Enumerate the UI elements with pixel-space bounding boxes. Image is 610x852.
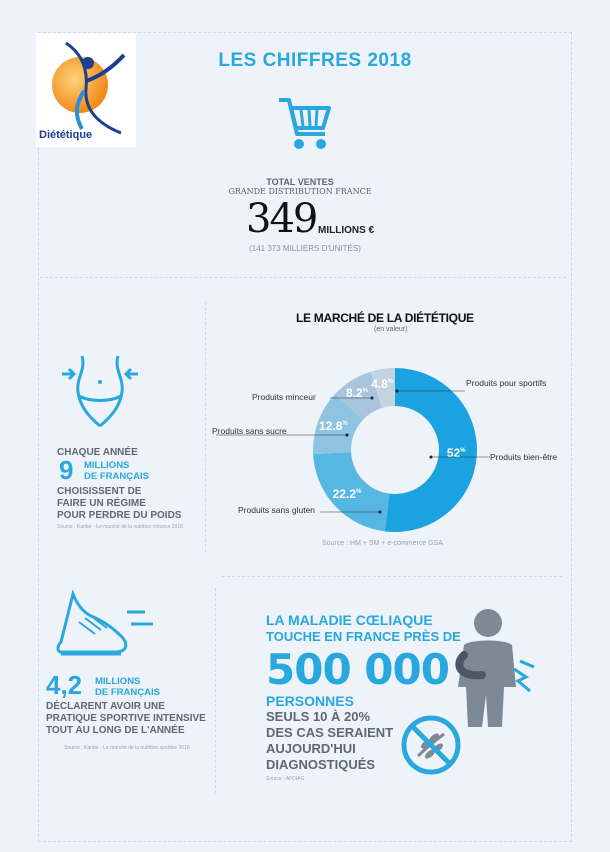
chart-label-sans-gluten: Produits sans gluten	[238, 505, 316, 515]
diet-de-francais: DE FRANÇAIS	[84, 471, 149, 482]
diet-line1: CHAQUE ANNÉE	[57, 447, 138, 458]
celiac-line7: DIAGNOSTIQUÉS	[266, 757, 376, 772]
diet-line3: CHOISISSENT DE	[57, 486, 142, 497]
celiac-line6: AUJOURD'HUI	[266, 741, 356, 756]
donut-value-label-4: 4.8%	[371, 376, 394, 391]
sport-number: 4,2	[46, 670, 83, 700]
celiac-number: 500 000	[266, 645, 449, 694]
celiac-line5: DES CAS SERAIENT	[266, 725, 394, 740]
celiac-line1: LA MALADIE CŒLIAQUE	[266, 612, 433, 628]
page-title: LES CHIFFRES 2018	[218, 50, 412, 71]
chart-title: LE MARCHÉ DE LA DIÉTÉTIQUE	[296, 311, 474, 325]
separator-right	[222, 576, 562, 577]
chart-label-sportifs: Produits pour sportifs	[466, 378, 547, 388]
separator-vertical-2	[215, 588, 216, 793]
logo-label: Diététique	[39, 129, 93, 141]
donut-value-label-3: 8.2%	[345, 386, 369, 401]
sales-label-line1: TOTAL VENTES	[266, 177, 334, 187]
diet-millions: MILLIONS	[84, 460, 130, 471]
separator-top	[40, 277, 566, 278]
chart-label-minceur: Produits minceur	[252, 392, 316, 402]
celiac-line2: TOUCHE EN FRANCE PRÈS DE	[266, 629, 461, 644]
diet-number: 9	[59, 455, 74, 485]
diet-line5: POUR PERDRE DU POIDS	[57, 510, 182, 521]
sales-value: 349	[246, 196, 317, 242]
chart-label-bien-etre: Produits bien-être	[490, 452, 558, 462]
sales-detail: (141 373 MILLIERS D'UNITÉS)	[249, 244, 361, 253]
chart-label-sans-sucre: Produits sans sucre	[212, 426, 287, 436]
donut-value-label-0: 52%	[446, 446, 466, 461]
celiac-line4: SEULS 10 À 20%	[266, 709, 371, 724]
sport-de-francais: DE FRANÇAIS	[95, 687, 160, 698]
celiac-source: Source : AFDIAG	[266, 776, 305, 782]
no-gluten-icon	[398, 712, 464, 778]
donut-value-label-1: 22.2%	[332, 486, 362, 501]
donut-value-label-2: 12.8%	[319, 419, 348, 434]
sport-line3: DÉCLARENT AVOIR UNE	[46, 701, 165, 712]
celiac-line3: PERSONNES	[266, 693, 354, 709]
sport-line4: PRATIQUE SPORTIVE INTENSIVE	[46, 713, 206, 724]
diet-line4: FAIRE UN RÉGIME	[57, 498, 146, 509]
sport-source: Source : Kantar - Le marché de la nutrition sportive 2016	[64, 745, 190, 751]
running-shoe-icon	[55, 590, 155, 665]
waist-icon	[60, 352, 140, 432]
sport-millions: MILLIONS	[95, 676, 141, 687]
dietetique-logo	[36, 33, 136, 147]
diet-source: Source : Kantar - Le marché de la nutrition minceur 2016	[57, 524, 183, 530]
chart-source: Source : HM + SM + e-commerce GSA	[322, 540, 443, 547]
chart-subtitle: (en valeur)	[374, 326, 408, 333]
sales-unit: MILLIONS €	[318, 225, 375, 236]
sales-label-line2: GRANDE DISTRIBUTION FRANCE	[228, 187, 372, 196]
shopping-cart-icon	[277, 94, 333, 154]
sport-line5: TOUT AU LONG DE L'ANNÉE	[46, 725, 185, 736]
